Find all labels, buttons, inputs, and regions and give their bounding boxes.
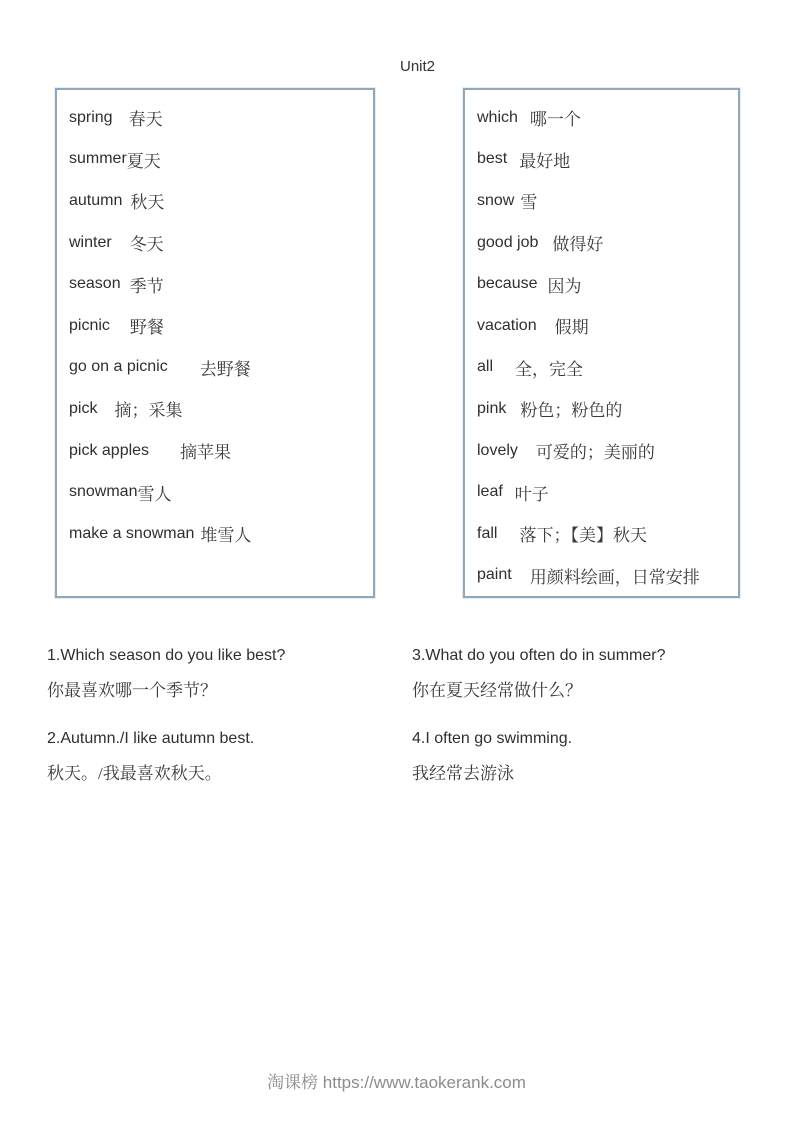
vocab-word: vacation — [477, 316, 537, 334]
sentence-line: 我经常去游泳 — [412, 764, 514, 783]
vocab-word: because — [477, 275, 538, 293]
sentences-column-right — [412, 645, 782, 798]
vocab-translation: 全，完全 — [515, 359, 584, 379]
vocab-translation: 雪 — [520, 193, 538, 213]
vocab-translation: 落下；【美】秋天 — [519, 526, 647, 546]
vocab-row — [465, 555, 738, 597]
vocab-word: spring — [69, 108, 113, 126]
vocab-word: which — [477, 108, 518, 126]
vocab-word: pick apples — [69, 441, 150, 459]
vocab-word: autumn — [69, 191, 123, 209]
vocab-word: snowman — [69, 483, 138, 501]
vocab-word: go on a picnic — [69, 358, 168, 376]
vocab-row — [57, 471, 373, 513]
vocab-word: winter — [69, 233, 112, 251]
vocab-translation: 春天 — [128, 110, 163, 130]
vocab-row — [465, 180, 738, 222]
vocab-row — [57, 513, 373, 555]
sentence-line: 你在夏天经常做什么？ — [412, 681, 582, 700]
vocab-row — [57, 388, 373, 430]
vocab-row — [57, 180, 373, 222]
vocab-word: paint — [477, 566, 512, 584]
vocab-translation: 去野餐 — [199, 359, 251, 379]
sentence-line: 你最喜欢哪一个季节？ — [47, 681, 217, 700]
vocab-box-right — [463, 88, 740, 598]
sentence-line: 秋天。/我最喜欢秋天。 — [47, 764, 222, 783]
vocab-word: snow — [477, 191, 515, 209]
vocab-translation: 雪人 — [137, 484, 172, 504]
vocab-row — [465, 388, 738, 430]
vocab-row — [465, 347, 738, 389]
vocab-word: pick — [69, 399, 98, 417]
vocab-row — [465, 97, 738, 139]
vocab-translation: 秋天 — [130, 193, 165, 213]
vocab-row — [465, 222, 738, 264]
sentence-line: 1.Which season do you like best? — [47, 647, 286, 664]
vocab-translation: 堆雪人 — [200, 526, 252, 546]
vocab-row — [465, 139, 738, 181]
vocab-word: good job — [477, 233, 539, 251]
vocab-translation: 可爱的；美丽的 — [535, 443, 655, 463]
vocab-row — [465, 305, 738, 347]
vocab-row — [57, 430, 373, 472]
vocab-row — [57, 263, 373, 305]
vocab-word: lovely — [477, 441, 518, 459]
vocab-row — [465, 263, 738, 305]
vocab-word: pink — [477, 399, 507, 417]
vocab-translation: 用颜料绘画，日常安排 — [529, 567, 700, 587]
vocab-translation: 做得好 — [552, 235, 604, 255]
vocab-row — [57, 139, 373, 181]
vocab-translation: 摘；采集 — [114, 401, 183, 421]
page-footer — [0, 1068, 793, 1093]
vocab-word: best — [477, 150, 508, 168]
sentence-line: 4.I often go swimming. — [412, 730, 573, 747]
vocab-row — [57, 305, 373, 347]
vocab-row — [465, 513, 738, 555]
sentence-line: 3.What do you often do in summer? — [412, 647, 666, 664]
sentence-line: 2.Autumn./I like autumn best. — [47, 730, 255, 747]
vocab-word: picnic — [69, 316, 110, 334]
vocab-translation: 野餐 — [129, 318, 164, 338]
vocab-translation: 哪一个 — [529, 110, 581, 130]
sentences-column-left — [47, 645, 397, 798]
vocab-translation: 因为 — [547, 276, 582, 296]
vocab-box-left — [55, 88, 375, 598]
vocab-row — [57, 222, 373, 264]
vocab-word: summer — [69, 150, 127, 168]
vocab-translation: 最好地 — [519, 151, 571, 171]
vocab-translation: 夏天 — [126, 151, 161, 171]
vocab-translation: 冬天 — [129, 235, 164, 255]
footer-site-link[interactable]: 淘课榜 https://www.taokerank.com — [267, 1073, 526, 1092]
vocab-row — [465, 430, 738, 472]
vocab-translation: 假期 — [554, 318, 589, 338]
vocab-translation: 叶子 — [514, 484, 549, 504]
vocab-row — [57, 97, 373, 139]
vocab-word: season — [69, 275, 121, 293]
vocab-word: fall — [477, 524, 498, 542]
vocab-row — [465, 471, 738, 513]
vocab-translation: 摘苹果 — [180, 443, 232, 463]
vocab-translation: 粉色；粉色的 — [520, 401, 623, 421]
vocab-word: all — [477, 358, 494, 376]
vocab-word: leaf — [477, 483, 503, 501]
vocab-word: make a snowman — [69, 524, 195, 542]
vocab-translation: 季节 — [129, 276, 164, 296]
page-title: Unit2 — [399, 58, 436, 75]
vocab-row — [57, 347, 373, 389]
